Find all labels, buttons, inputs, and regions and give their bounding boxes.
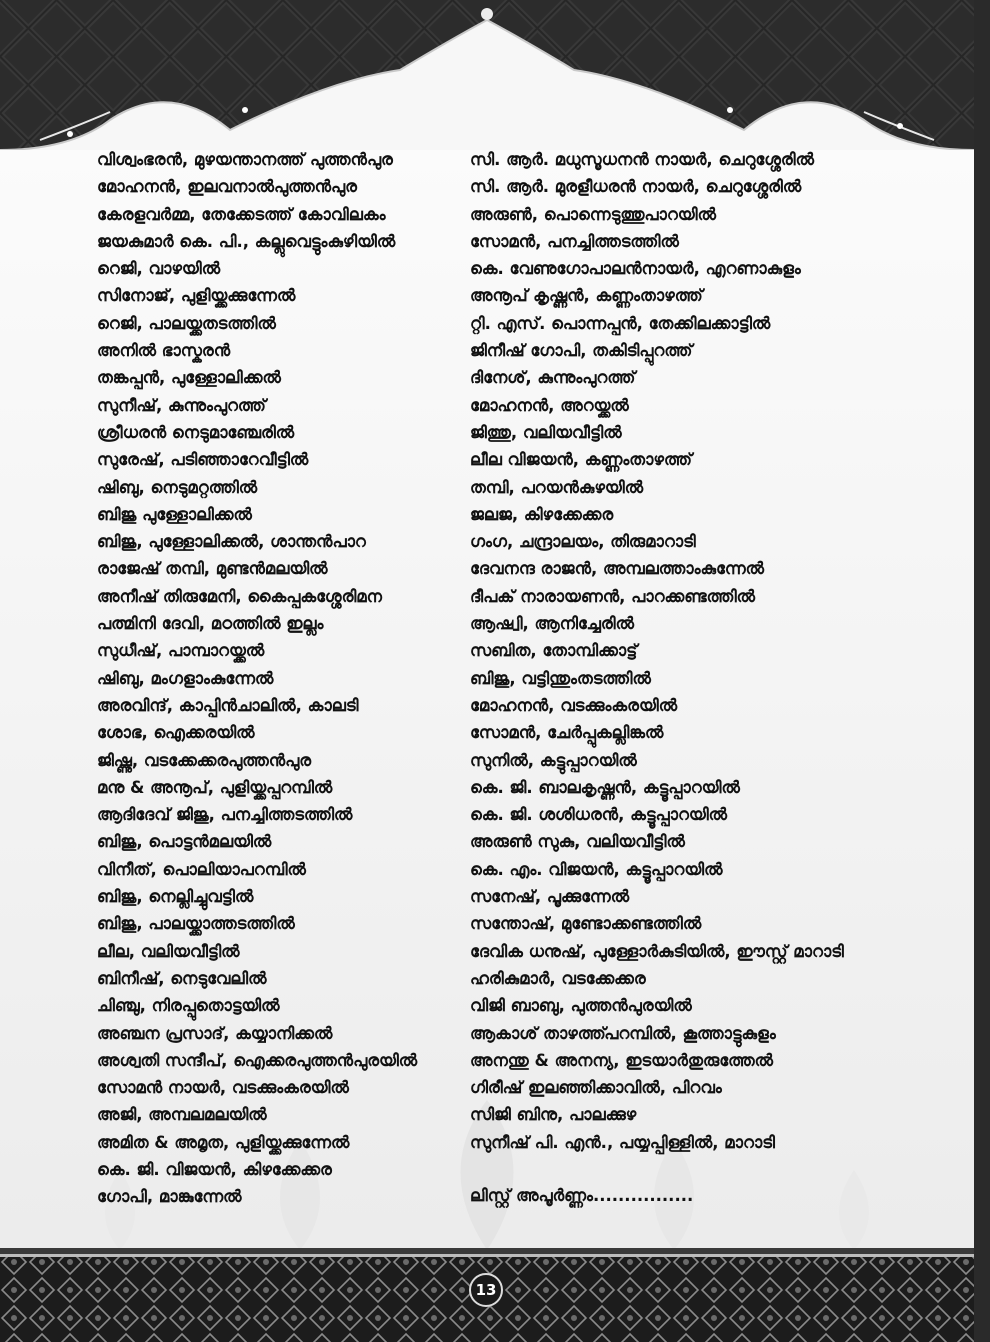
name-entry: അമിത & അമൃത, പുളിയ്ക്കക്കുന്നേൽ [97,1132,350,1152]
name-entry: റെജി, പാലയ്ക്കതടത്തിൽ [97,313,276,333]
name-entry: സി. ആർ. മുരളീധരൻ നായർ, ചെറുശ്ശേരിൽ [470,177,802,197]
name-entry: ജലജ, കിഴക്കേക്കര [470,504,614,524]
name-entry: റെജി, വാഴയിൽ [97,259,221,279]
name-entry: ശ്രീധരൻ നെടുമാഞ്ചേരിൽ [97,422,295,442]
name-entry: വിജി ബാബു, പുത്തൻപുരയിൽ [470,996,692,1016]
name-entry: സനേഷ്, പൂക്കുന്നേൽ [470,887,630,907]
name-entry: സബിത, തോമ്പിക്കാട്ട് [470,641,638,661]
name-entry: അരുൺ സുകു, വലിയവീട്ടിൽ [470,832,685,852]
name-entry: സോമൻ, ചേർപ്പുകല്ലിങ്കൽ [470,723,664,743]
name-entry: കെ. എം. വിജയൻ, കട്ടൂപ്പാറയിൽ [470,859,723,879]
name-entry: സുനീഷ്, കുന്നുംപുറത്ത് [97,395,266,415]
name-list-right [470,146,910,1156]
name-entry: കെ. ജി. ബാലകൃഷ്ണൻ, കട്ടൂപ്പാറയിൽ [470,777,740,797]
name-entry: അരവിന്ദ്, കാപ്പിൻചാലിൽ, കാലടി [97,695,359,715]
name-entry: ബിനീഷ്, നെടുവേലിൽ [97,968,267,988]
name-entry: തമ്പി, പറയൻകുഴയിൽ [470,477,644,497]
name-entry: അജി, അമ്പലമലയിൽ [97,1105,267,1125]
name-entry: ദേവിക ധനുഷ്, പുള്ളോർകുടിയിൽ, ഈസ്റ്റ് മാറാടി [470,941,844,961]
name-entry: അനൂപ് കൃഷ്ണൻ, കണ്ണംതാഴത്ത് [470,286,703,306]
name-entry: അനിൽ ഭാസ്കരൻ [97,341,231,361]
name-entry: അനന്തു & അനന്യ, ഇടയാർതുരുത്തേൽ [470,1050,773,1070]
name-entry: ഷിബു, നെടുമറ്റത്തിൽ [97,477,258,497]
name-entry: ആഷ്വി, ആനിച്ചേരിൽ [470,614,634,634]
name-entry: അശ്വതി സന്ദീപ്, ഐക്കരപുത്തൻപുരയിൽ [97,1050,418,1070]
name-entry: ഗംഗ, ചന്ദ്രാലയം, തിരുമാറാടി [470,532,696,552]
name-entry: മോഹനൻ, വടക്കുംകരയിൽ [470,695,678,715]
name-entry: സുനിൽ, കട്ടുപ്പാറയിൽ [470,750,637,770]
name-entry: ലീല വിജയൻ, കണ്ണംതാഴത്ത് [470,450,692,470]
name-entry: സി. ആർ. മധുസൂധനൻ നായർ, ചെറുശ്ശേരിൽ [470,150,815,169]
name-entry: മനു & അനൂപ്, പുളിയ്ക്കപ്പറമ്പിൽ [97,777,333,797]
name-entry: ദീപക് നാരായണൻ, പാറക്കണ്ടത്തിൽ [470,586,756,606]
ornamental-header [0,0,974,165]
name-entry: ബിജു, പാലയ്ക്കാത്തടത്തിൽ [97,914,295,934]
name-entry: ഹരികുമാർ, വടക്കേക്കര [470,968,646,988]
name-entry: രാജേഷ് തമ്പി, മുണ്ടൻമലയിൽ [97,559,328,579]
name-entry: തങ്കപ്പൻ, പുള്ളോലിക്കൽ [97,368,281,388]
name-entry: അഞ്ചന പ്രസാദ്, കയ്യാനിക്കൽ [97,1023,333,1043]
page-number: 13 [469,1273,503,1307]
name-list-left [97,146,457,1211]
name-entry: സുരേഷ്, പടിഞ്ഞാറേവീട്ടിൽ [97,450,309,470]
name-entry: ബിജു, പുള്ളോലിക്കൽ, ശാന്തൻപാറ [97,532,366,552]
name-entry: കെ. വേണുഗോപാലൻനായർ, എറണാകുളം [470,259,801,279]
name-entry: കെ. ജി. വിജയൻ, കിഴക്കേക്കര [97,1159,332,1179]
name-entry: കെ. ജി. ശശിധരൻ, കട്ടൂപ്പാറയിൽ [470,805,728,825]
name-entry: ആദിദേവ് ജിജു, പനച്ചിത്തടത്തിൽ [97,805,353,825]
name-entry: സുധീഷ്, പാമ്പാറയ്ക്കൽ [97,641,265,661]
name-entry: സിജി ബിനു, പാലക്കുഴ [470,1105,637,1125]
name-entry: മോഹനൻ, ഇലവനാൽപുത്തൻപുര [97,177,357,197]
name-entry: ലീല, വലിയവീട്ടിൽ [97,941,240,961]
name-entry: ബിജു, വട്ടിന്തുംതടത്തിൽ [470,668,651,688]
name-entry: സന്തോഷ്, മുണ്ടോക്കണ്ടത്തിൽ [470,914,702,934]
name-entry: ആകാശ് താഴത്ത്പറമ്പിൽ, കൂത്താട്ടുകുളം [470,1023,776,1043]
name-entry: പത്മിനി ദേവി, മഠത്തിൽ ഇല്ലം [97,614,324,634]
name-entry: സോമൻ നായർ, വടക്കുംകരയിൽ [97,1078,349,1098]
name-entry: ഗിരീഷ് ഇലഞ്ഞിക്കാവിൽ, പിറവം [470,1078,722,1098]
list-incomplete-note: ലിസ്റ്റ് അപൂർണ്ണം................ [470,1186,694,1205]
name-entry: ബിജു പുള്ളോലിക്കൽ [97,504,252,524]
name-entry: ചിഞ്ചു, നിരപ്പുതൊട്ടയിൽ [97,996,280,1016]
name-entry: ഗോപി, മാങ്കുന്നേൽ [97,1187,242,1207]
name-entry: ജിഷ്ണു, വടക്കേക്കരപുത്തൻപുര [97,750,312,770]
name-entry: അനീഷ് തിരുമേനി, കൈപ്പകശ്ശേരിമന [97,586,382,606]
name-entry: ജയകുമാർ കെ. പി., കല്ലുവെട്ടുംകുഴിയിൽ [97,231,396,251]
name-entry: കേരളവർമ്മ, തേക്കേടത്ത് കോവിലകം [97,204,386,224]
name-entry: സോമൻ, പനച്ചിത്തടത്തിൽ [470,231,679,251]
name-entry: ദേവനന്ദ രാജൻ, അമ്പലത്താംകുന്നേൽ [470,559,765,579]
name-entry: ശോഭ, ഐക്കരയിൽ [97,723,255,743]
name-entry: റ്റി. എസ്. പൊന്നപ്പൻ, തേക്കിലക്കാട്ടിൽ [470,313,771,333]
name-entry: വിനീത്, പൊലിയാപറമ്പിൽ [97,859,306,879]
name-entry: ബിജു, പൊട്ടൻമലയിൽ [97,832,272,852]
name-entry: സിനോജ്, പുളിയ്ക്കക്കുന്നേൽ [97,286,296,306]
name-entry: ദിനേശ്, കുന്നുംപുറത്ത് [470,368,636,388]
name-entry: ജിനീഷ് ഗോപി, തകിടിപ്പുറത്ത് [470,341,693,361]
name-entry: സുനീഷ് പി. എൻ., പയ്യപ്പിള്ളിൽ, മാറാടി [470,1132,775,1152]
page-edge [974,0,990,1342]
name-entry: വിശ്വംഭരൻ, മുഴയന്താനത്ത് പുത്തൻപുര [97,150,393,169]
name-entry: ഷിബു, മംഗളാംകുന്നേൽ [97,668,274,688]
name-entry: അരുൺ, പൊന്നെടുത്തുപാറയിൽ [470,204,716,224]
name-entry: ജിത്തു, വലിയവീട്ടിൽ [470,422,622,442]
name-entry: ബിജു, നെല്ലിച്ചുവട്ടിൽ [97,887,254,907]
name-entry: മോഹനൻ, അറയ്ക്കൽ [470,395,629,415]
